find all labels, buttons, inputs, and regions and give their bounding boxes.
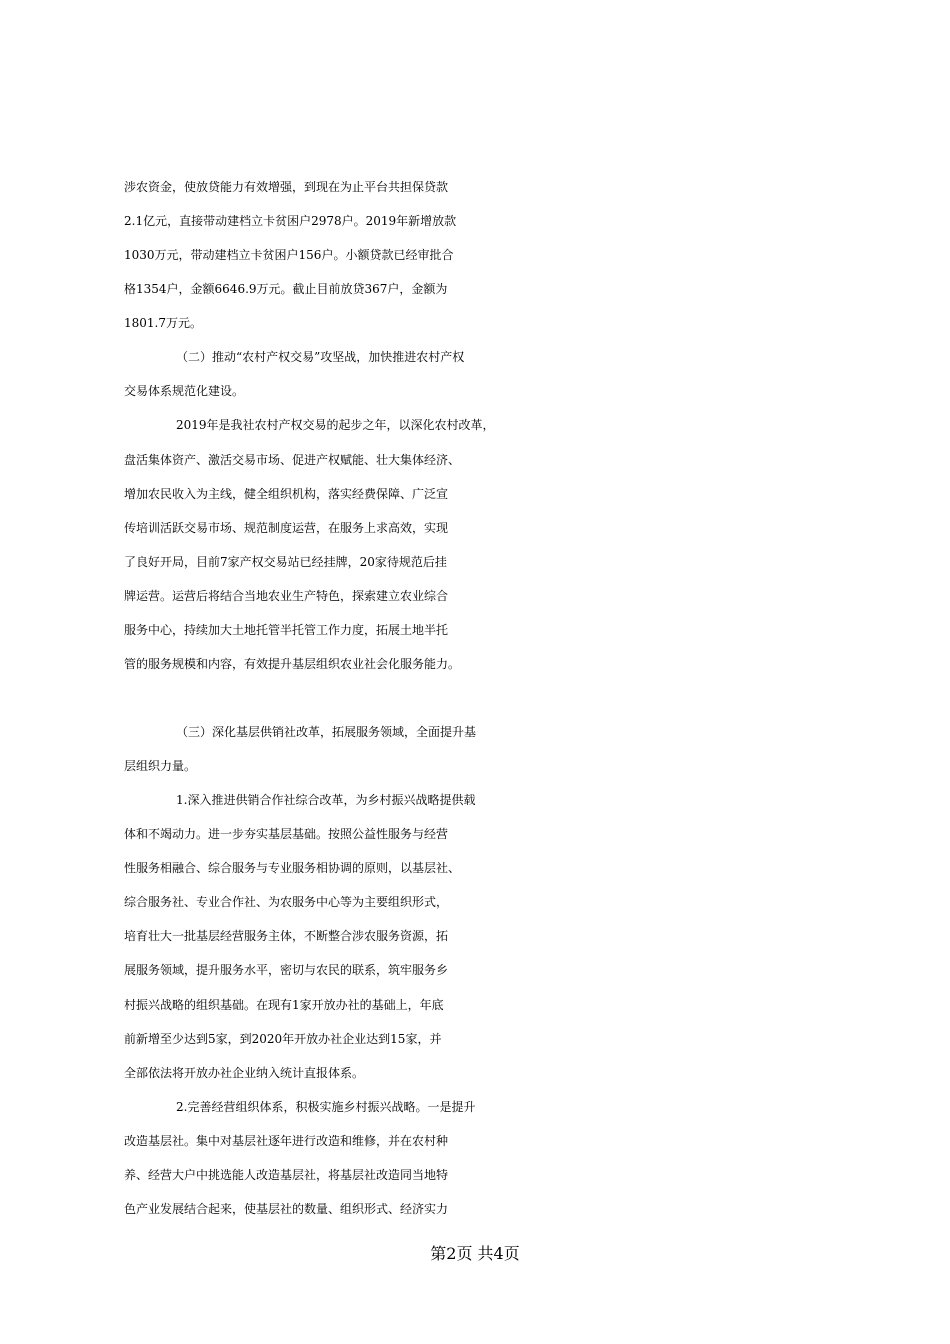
body-line: 性服务相融合、综合服务与专业服务相协调的原则，以基层社、: [124, 861, 461, 876]
body-line: 牌运营。运营后将结合当地农业生产特色，探索建立农业综合: [124, 588, 449, 603]
body-line: 体和不竭动力。进一步夯实基层基础。按照公益性服务与经营: [124, 827, 449, 842]
body-line: 盘活集体资产、激活交易市场、促进产权赋能、壮大集体经济、: [124, 452, 461, 467]
body-line: 全部依法将开放办社企业纳入统计直报体系。: [124, 1065, 365, 1080]
body-line: 综合服务社、专业合作社、为农服务中心等为主要组织形式，: [124, 895, 449, 910]
section-heading-2: 交易体系规范化建设。: [124, 384, 245, 399]
section-heading-3: （三）深化基层供销社改革，拓展服务领域，全面提升基: [176, 725, 477, 740]
body-line: 2019年是我社农村产权交易的起步之年，以深化农村改革，: [176, 418, 495, 433]
body-line: 村振兴战略的组织基础。在现有1家开放办社的基础上，年底: [124, 997, 444, 1012]
body-line: 2.1亿元，直接带动建档立卡贫困户2978户。2019年新增放款: [124, 214, 457, 229]
body-line: 1801.7万元。: [124, 316, 202, 331]
section-heading-3: 层组织力量。: [124, 759, 197, 774]
body-line: 2.完善经营组织体系，积极实施乡村振兴战略。一是提升: [176, 1099, 476, 1114]
body-line: 1030万元，带动建档立卡贫困户156户。小额贷款已经审批合: [124, 248, 454, 263]
body-line: 增加农民收入为主线，健全组织机构，落实经费保障、广泛宣: [124, 486, 449, 501]
section-heading-2: （二）推动“农村产权交易”攻坚战，加快推进农村产权: [176, 350, 465, 365]
body-line: 涉农资金，使放贷能力有效增强，到现在为止平台共担保贷款: [124, 180, 449, 194]
body-line: 培育壮大一批基层经营服务主体，不断整合涉农服务资源，拓: [124, 929, 449, 944]
body-line: 格1354户，金额6646.9万元。截止目前放贷367户，金额为: [124, 282, 448, 297]
body-line: 服务中心，持续加大土地托管半托管工作力度，拓展土地半托: [124, 622, 449, 637]
body-line: 1.深入推进供销合作社综合改革，为乡村振兴战略提供载: [176, 793, 476, 808]
body-line: 管的服务规模和内容，有效提升基层组织农业社会化服务能力。: [124, 656, 461, 671]
body-line: 展服务领域，提升服务水平，密切与农民的联系，筑牢服务乡: [124, 963, 449, 978]
body-line: 色产业发展结合起来，使基层社的数量、组织形式、经济实力: [124, 1201, 449, 1216]
body-line: 传培训活跃交易市场、规范制度运营，在服务上求高效，实现: [124, 520, 449, 535]
body-line: 养、经营大户中挑选能人改造基层社，将基层社改造同当地特: [124, 1167, 449, 1182]
body-line: 改造基层社。集中对基层社逐年进行改造和维修，并在农村种: [124, 1133, 449, 1148]
page-footer: 第2页 共4页: [430, 1244, 520, 1263]
body-line: 前新增至少达到5家，到2020年开放办社企业达到15家，并: [124, 1031, 442, 1046]
body-line: 了良好开局，目前7家产权交易站已经挂牌，20家待规范后挂: [124, 554, 447, 569]
